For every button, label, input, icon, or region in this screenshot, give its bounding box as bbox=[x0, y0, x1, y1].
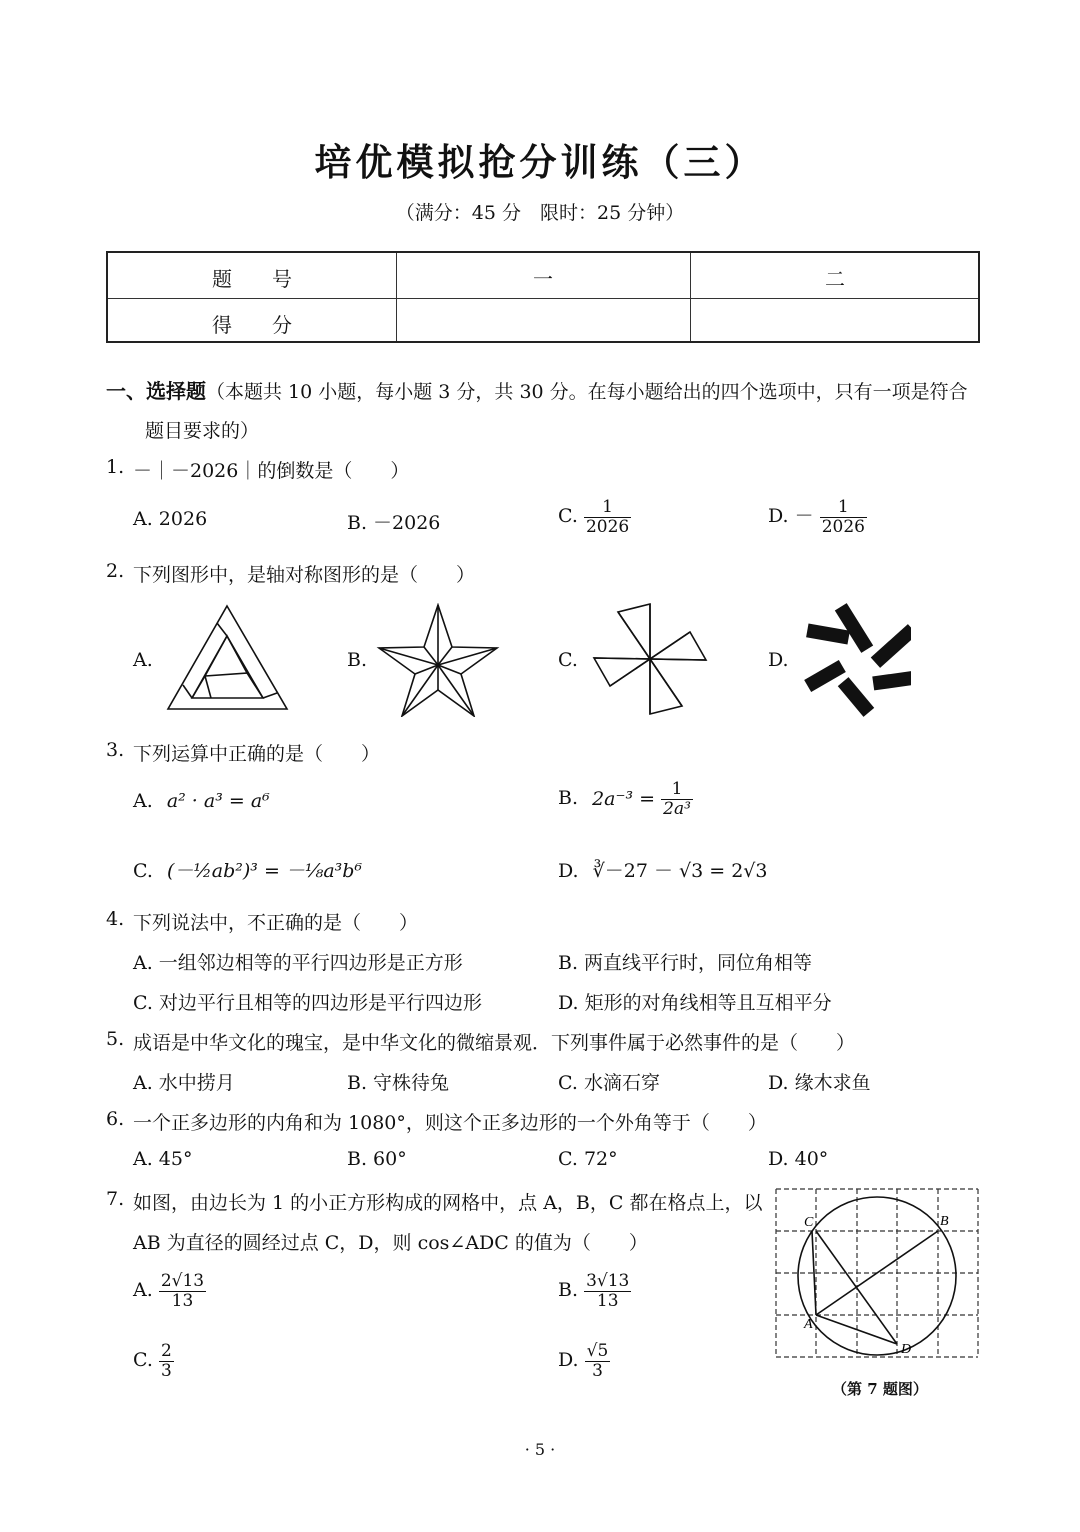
q1-option-c-label: C. bbox=[558, 505, 578, 528]
q1-option-d bbox=[768, 498, 867, 536]
score-table bbox=[106, 251, 980, 343]
q3-option-a bbox=[133, 790, 270, 812]
page-subtitle: （满分：45 分 限时：25 分钟） bbox=[395, 202, 685, 224]
q2-figure-b-star bbox=[376, 603, 500, 717]
q2-option-c-label: C. bbox=[558, 649, 578, 671]
q6-option-c: C. 72° bbox=[558, 1148, 618, 1170]
q3-stem: 下列运算中正确的是（ ） bbox=[133, 743, 381, 765]
point-c-label: C bbox=[804, 1215, 814, 1230]
q1-option-b: B. －2026 bbox=[347, 512, 441, 534]
q7-option-d-label: D. bbox=[558, 1349, 579, 1372]
score-table-row1-label: 题 号 bbox=[212, 267, 292, 291]
q3-option-b-expression: 2a⁻³ = bbox=[592, 788, 656, 811]
q3-option-b-fraction: $\frac{1}{\text{2a³}}$ bbox=[663, 779, 691, 819]
q4-option-c: C. 对边平行且相等的四边形是平行四边形 bbox=[133, 992, 482, 1014]
q7-option-b-label: B. bbox=[558, 1279, 579, 1302]
q1-number: 1. bbox=[106, 456, 125, 478]
q7-option-a-label: A. bbox=[133, 1279, 153, 1302]
page-title: 培优模拟抢分训练（三） bbox=[314, 141, 766, 184]
q7-figure-caption: （第 7 题图） bbox=[832, 1380, 928, 1398]
q1-option-d-fraction: $\frac{1}{2026}$ bbox=[821, 497, 865, 537]
q7-stem-line2: AB 为直径的圆经过点 C，D，则 cos∠ADC 的值为（ ） bbox=[133, 1232, 648, 1254]
q4-stem: 下列说法中，不正确的是（ ） bbox=[133, 912, 419, 934]
q4-number: 4. bbox=[106, 908, 125, 930]
q5-option-a: A. 水中捞月 bbox=[133, 1072, 235, 1094]
q3-option-d-expression: ∛－27 － √3 = 2√3 bbox=[592, 860, 768, 882]
q1-option-c-fraction: $\frac{1}{2026}$ bbox=[585, 497, 630, 537]
q7-option-b bbox=[558, 1272, 631, 1310]
q6-option-b: B. 60° bbox=[347, 1148, 407, 1170]
score-table-col1: 一 bbox=[533, 267, 553, 291]
q7-option-c-fraction: $\frac{2}{3}$ bbox=[160, 1341, 172, 1381]
score-table-col2: 二 bbox=[825, 267, 845, 291]
q2-figure-a-nested-triangles bbox=[165, 603, 290, 713]
q3-option-a-expression: a² · a³ = a⁶ bbox=[166, 790, 270, 812]
q1-option-d-label: D. － bbox=[768, 505, 814, 528]
q3-option-d-label: D. bbox=[558, 860, 579, 882]
q4-option-a: A. 一组邻边相等的平行四边形是正方形 bbox=[133, 952, 463, 974]
q3-option-c bbox=[133, 856, 362, 883]
q3-option-b-label: B. bbox=[558, 787, 579, 810]
page-number: · 5 · bbox=[524, 1440, 556, 1459]
q6-option-d: D. 40° bbox=[768, 1148, 829, 1170]
q7-option-c bbox=[133, 1342, 174, 1380]
q7-number: 7. bbox=[106, 1188, 125, 1210]
q6-option-a: A. 45° bbox=[133, 1148, 193, 1170]
q4-option-b: B. 两直线平行时，同位角相等 bbox=[558, 952, 813, 974]
q3-option-c-label: C. bbox=[133, 860, 153, 882]
q2-stem: 下列图形中，是轴对称图形的是（ ） bbox=[133, 564, 476, 586]
q3-option-d bbox=[558, 856, 768, 883]
q7-option-c-label: C. bbox=[133, 1349, 153, 1372]
q5-number: 5. bbox=[106, 1028, 125, 1050]
q6-stem: 一个正多边形的内角和为 1080°，则这个正多边形的一个外角等于（ ） bbox=[133, 1112, 767, 1134]
q5-option-c: C. 水滴石穿 bbox=[558, 1072, 660, 1094]
q3-option-c-expression: (－½ab²)³ = －⅛a³b⁶ bbox=[166, 860, 363, 882]
q2-figure-c-pinwheel bbox=[590, 602, 708, 716]
q5-option-d: D. 缘木求鱼 bbox=[768, 1072, 871, 1094]
q1-option-c bbox=[558, 498, 631, 536]
q2-option-a-label: A. bbox=[133, 649, 153, 671]
q7-figure-grid-circle bbox=[772, 1186, 982, 1361]
point-a-label: A bbox=[804, 1317, 813, 1332]
section1-instructions-cont: 题目要求的） bbox=[145, 420, 260, 442]
q1-stem: －｜－2026｜的倒数是（ ） bbox=[133, 460, 410, 482]
q2-number: 2. bbox=[106, 560, 125, 582]
q4-option-d: D. 矩形的对角线相等且互相平分 bbox=[558, 992, 832, 1014]
score-table-row2-label: 得 分 bbox=[212, 313, 292, 337]
q3-option-a-label: A. bbox=[133, 790, 153, 812]
q7-option-d bbox=[558, 1342, 610, 1380]
point-b-label: B bbox=[940, 1214, 949, 1229]
point-d-label: D bbox=[901, 1342, 912, 1357]
q5-stem: 成语是中华文化的瑰宝，是中华文化的微缩景观．下列事件属于必然事件的是（ ） bbox=[133, 1032, 856, 1054]
q7-option-a-fraction: $\frac{2√13}{13}$ bbox=[160, 1271, 205, 1311]
circle bbox=[798, 1197, 956, 1355]
section1-heading: 一、选择题 bbox=[106, 379, 206, 403]
q7-option-b-fraction: $\frac{3√13}{13}$ bbox=[586, 1271, 630, 1311]
section1-heading-line bbox=[106, 375, 968, 404]
q5-option-b: B. 守株待兔 bbox=[347, 1072, 450, 1094]
q2-option-d-label: D. bbox=[768, 649, 789, 671]
section1-instructions: （本题共 10 小题，每小题 3 分，共 30 分。在每小题给出的四个选项中，只有一项是符合 bbox=[206, 381, 968, 403]
q2-figure-d-rotated-bars bbox=[803, 601, 911, 717]
q1-option-a: A. 2026 bbox=[133, 508, 208, 530]
q6-number: 6. bbox=[106, 1108, 125, 1130]
q3-number: 3. bbox=[106, 739, 125, 761]
q7-option-a bbox=[133, 1272, 206, 1310]
q2-option-b-label: B. bbox=[347, 649, 368, 671]
q7-stem-line1: 如图，由边长为 1 的小正方形构成的网格中，点 A，B，C 都在格点上，以 bbox=[133, 1192, 763, 1214]
q7-option-d-fraction: $\frac{√5}{3}$ bbox=[586, 1341, 609, 1381]
q3-option-b bbox=[558, 780, 693, 818]
